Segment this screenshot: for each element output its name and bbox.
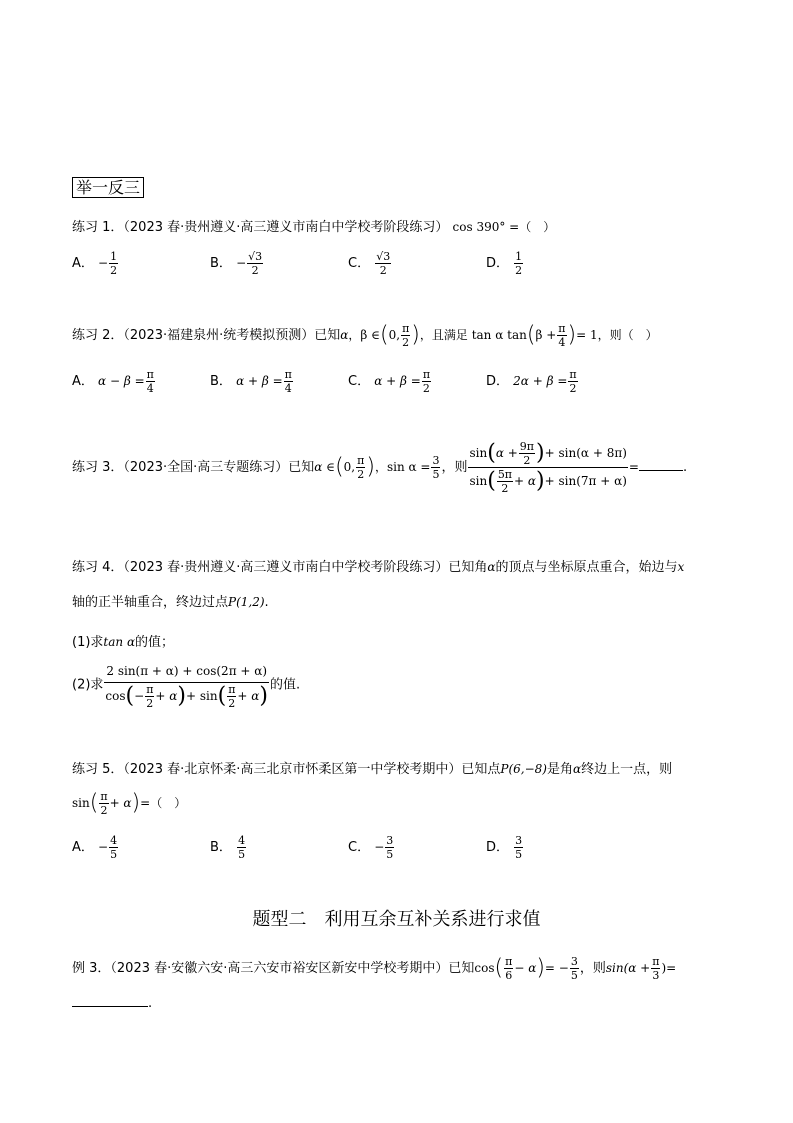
fraction-numerator: 3: [515, 834, 523, 847]
question-5-label: 练习 5．: [72, 762, 124, 777]
den-second-term: + sin(7π + α): [544, 474, 627, 488]
alpha-symbol: α: [340, 328, 349, 342]
fraction-numerator: π: [357, 454, 365, 467]
option-letter: A．: [72, 256, 94, 271]
fraction-denominator: 2: [100, 804, 108, 817]
option-fraction: [385, 834, 394, 861]
question-5-option-d[interactable]: [486, 834, 524, 861]
question-2-option-a[interactable]: [72, 368, 156, 395]
condition-text: ，且满足 tan α tan: [419, 328, 527, 342]
question-4-line2: [72, 593, 269, 612]
question-5-source: （2023 春·北京怀柔·高三北京市怀柔区第一中学校考期中）已知点: [123, 762, 501, 777]
question-5-option-b[interactable]: [210, 834, 247, 861]
point-p: P(1,2): [228, 595, 265, 609]
close-paren: ): [411, 322, 420, 348]
num-second-term: + sin(α + 8π): [544, 446, 627, 460]
fraction-numerator: 4: [110, 834, 118, 847]
pi-over-4: [557, 322, 566, 349]
section-2-title: 题型二 利用互余互补关系进行求值: [252, 909, 541, 930]
question-3-source: （2023·全国·高三专题练习）已知: [123, 460, 315, 475]
open-paren: (: [487, 468, 496, 494]
question-2-label: 练习 2．: [72, 328, 124, 343]
question-4-label: 练习 4．: [72, 560, 124, 575]
part2-fraction: [104, 660, 269, 710]
question-5-text1: 是角: [546, 762, 573, 777]
question-4-text1: 的顶点与坐标原点重合，始边与: [495, 560, 678, 575]
close-paren: ): [567, 322, 577, 348]
condition-inner: β +: [535, 328, 557, 342]
fraction-numerator: 9π: [519, 440, 535, 453]
point-p: P(6,−8): [500, 762, 547, 776]
pi-over-2: [356, 454, 365, 481]
fraction-denominator: 4: [284, 382, 292, 395]
open-paren: (: [125, 683, 135, 709]
ninepi-over-2: [519, 440, 535, 467]
then-text: ，则: [579, 961, 606, 976]
x-symbol: x: [677, 560, 685, 574]
fraction-numerator: 5π: [497, 468, 513, 481]
fraction-numerator: π: [100, 790, 108, 803]
close-paren: ): [536, 468, 545, 494]
three-fifths: [431, 454, 440, 481]
den-inner: + α: [237, 689, 260, 703]
fraction-numerator: 1: [515, 250, 523, 263]
fraction-denominator: 2: [422, 382, 430, 395]
pi-over-6: [504, 955, 513, 982]
fraction-numerator: π: [284, 368, 292, 381]
option-letter: B．: [210, 374, 232, 389]
close-paren: ): [536, 440, 545, 466]
close-paren-text: ): [661, 961, 667, 975]
close-paren: ): [366, 454, 375, 480]
option-fraction: [568, 368, 577, 395]
interval-left: 0,: [343, 460, 356, 474]
fraction-denominator: 2: [523, 454, 531, 467]
question-1-option-c[interactable]: [348, 250, 392, 277]
option-letter: D．: [486, 374, 510, 389]
question-1: [72, 218, 555, 237]
fraction-numerator: 3: [386, 834, 394, 847]
fraction-denominator: 2: [357, 468, 365, 481]
equals-minus: = −: [544, 961, 569, 975]
fraction-numerator: π: [146, 683, 154, 696]
fraction-denominator: 3: [652, 969, 660, 982]
question-3: [72, 440, 687, 495]
sin-alpha-eq: ，sin α =: [374, 460, 431, 474]
fraction-denominator: 6: [505, 969, 513, 982]
alpha-symbol: α: [572, 762, 582, 776]
question-4-part2: [72, 660, 300, 710]
fraction-numerator: 3: [570, 955, 578, 968]
question-5-line2: [72, 790, 186, 817]
fraction-numerator: 4: [238, 834, 246, 847]
big-fraction-numerator: [468, 440, 627, 468]
den-sin: sin: [469, 474, 488, 488]
question-1-option-b[interactable]: [210, 250, 264, 277]
num-inner: α +: [495, 446, 518, 460]
question-2-option-c[interactable]: [348, 368, 432, 395]
question-1-source: （2023 春·贵州遵义·高三遵义市南白中学校考阶段练习）: [123, 220, 449, 235]
fraction-denominator: 5: [238, 848, 246, 861]
open-paren: (: [89, 790, 99, 816]
option-sign: −: [236, 256, 247, 270]
option-lhs: α + β =: [236, 374, 283, 388]
inner-term: − α: [514, 961, 537, 975]
fraction-denominator: 2: [515, 264, 523, 277]
fraction-numerator: π: [228, 683, 236, 696]
question-1-option-a[interactable]: [72, 250, 119, 277]
example-3-source: （2023 春·安徽六安·高三六安市裕安区新安中学校考期中）已知: [110, 961, 475, 976]
option-fraction: [375, 250, 391, 277]
section-header: [72, 178, 144, 198]
fraction-denominator: 2: [402, 336, 410, 349]
fraction-numerator: π: [146, 368, 154, 381]
fraction-denominator: 5: [110, 848, 118, 861]
option-letter: A．: [72, 374, 94, 389]
option-fraction: [109, 834, 118, 861]
question-2-option-b[interactable]: [210, 368, 294, 395]
fraction-numerator: π: [422, 368, 431, 381]
question-4-source: （2023 春·贵州遵义·高三遵义市南白中学校考阶段练习）已知角: [123, 560, 488, 575]
question-4: [72, 558, 684, 577]
option-fraction: [247, 250, 263, 277]
option-letter: B．: [210, 840, 232, 855]
fraction-denominator: 2: [251, 264, 259, 277]
fraction-numerator: √3: [376, 250, 391, 263]
equals: =: [628, 460, 639, 474]
fraction-denominator: 4: [558, 336, 566, 349]
fraction-denominator: 5: [386, 848, 394, 861]
section-header-title: 举一反三: [72, 177, 144, 198]
question-5-option-a[interactable]: [72, 834, 119, 861]
pi-over-2: [145, 683, 154, 710]
pi-over-2: [401, 322, 410, 349]
fraction-numerator: π: [569, 368, 577, 381]
interval-left: 0,: [388, 328, 401, 342]
fraction-numerator: 3: [432, 454, 440, 467]
equals-paren: =（ ）: [140, 796, 187, 810]
option-fraction: [237, 834, 246, 861]
den-cos: cos: [105, 689, 126, 703]
fivepi-over-2: [497, 468, 513, 495]
question-4-text2: 轴的正半轴重合，终边过点: [72, 595, 229, 610]
tan-alpha: tan α: [103, 635, 136, 649]
fraction-denominator: 5: [570, 969, 578, 982]
question-1-expr: cos 390° =（ ）: [452, 220, 556, 234]
num-sin: sin: [469, 446, 488, 460]
option-lhs: α + β =: [374, 374, 421, 388]
fraction-numerator: 1: [110, 250, 118, 263]
beta-in: ，β ∈: [348, 328, 381, 342]
fraction-denominator: 2: [146, 697, 154, 710]
big-fraction-denominator: [468, 468, 627, 495]
pi-over-2: [227, 683, 236, 710]
option-sign: −: [98, 256, 109, 270]
close-paren: ): [177, 683, 186, 709]
open-paren: (: [487, 440, 496, 466]
fraction-denominator: 2: [379, 264, 387, 277]
close-paren: ): [259, 683, 268, 709]
sin-expr: sin(α +: [605, 961, 651, 975]
question-2-source: （2023·福建泉州·统考模拟预测）已知: [123, 328, 341, 343]
then-text: ，则: [441, 460, 468, 475]
three-fifths: [570, 955, 579, 982]
end-dot: .: [264, 595, 269, 610]
pi-over-3: [651, 955, 660, 982]
equals: =: [666, 961, 677, 975]
fraction-denominator: 5: [515, 848, 523, 861]
option-fraction: [514, 834, 523, 861]
condition-end: = 1，则（ ）: [576, 328, 658, 342]
option-fraction: [146, 368, 155, 395]
fraction-denominator: 2: [569, 382, 577, 395]
alpha-symbol: α: [487, 560, 496, 574]
fraction-denominator: 5: [432, 468, 440, 481]
fraction-numerator: π: [652, 955, 660, 968]
part1-end: 的值；: [135, 635, 175, 650]
option-sign: −: [98, 840, 109, 854]
pi-over-2: [99, 790, 108, 817]
big-fraction: [468, 440, 627, 495]
open-paren: (: [494, 955, 504, 981]
option-letter: D．: [486, 840, 510, 855]
option-letter: D．: [486, 256, 510, 271]
option-letter: C．: [348, 840, 371, 855]
question-1-label: 练习 1．: [72, 220, 124, 235]
inner-term: + α: [109, 796, 132, 810]
end-dot: .: [682, 460, 688, 475]
question-5: [72, 760, 672, 779]
part2-label: (2)求: [72, 677, 104, 693]
fraction-numerator: √3: [248, 250, 263, 263]
fraction-numerator: 2 sin(π + α) + cos(2π + α): [104, 660, 269, 683]
example-3: [72, 955, 676, 982]
question-1-option-d[interactable]: [486, 250, 524, 277]
close-paren: ): [536, 955, 545, 981]
option-letter: C．: [348, 374, 371, 389]
fraction-denominator: 4: [146, 382, 154, 395]
den-inner: + α: [155, 689, 178, 703]
answer-blank[interactable]: [639, 470, 683, 471]
part2-end: 的值.: [270, 677, 301, 693]
fraction-denominator: [104, 683, 269, 710]
option-letter: B．: [210, 256, 232, 271]
option-fraction: [422, 368, 431, 395]
example-3-label: 例 3．: [72, 961, 111, 976]
option-lhs: 2α + β =: [513, 374, 568, 388]
question-5-text2: 终边上一点，则: [581, 762, 673, 777]
option-letter: A．: [72, 840, 94, 855]
fraction-numerator: π: [402, 322, 410, 335]
open-paren: (: [335, 454, 344, 480]
open-paren: (: [380, 322, 389, 348]
open-paren: (: [217, 683, 227, 709]
question-5-option-c[interactable]: [348, 834, 395, 861]
option-lhs: α − β =: [98, 374, 145, 388]
option-fraction: [284, 368, 293, 395]
answer-blank[interactable]: [72, 1006, 148, 1007]
option-sign: −: [374, 840, 385, 854]
sin-func: sin: [72, 796, 90, 810]
example-3-answer-line: [72, 995, 152, 1013]
close-paren: ): [131, 790, 141, 816]
part1-label: (1)求: [72, 635, 104, 650]
fraction-numerator: π: [505, 955, 513, 968]
fraction-denominator: 2: [110, 264, 118, 277]
den-sin: + sin: [186, 689, 218, 703]
fraction-numerator: π: [558, 322, 566, 335]
alpha-in: α ∈: [314, 460, 336, 474]
question-2-option-d[interactable]: [486, 368, 579, 395]
question-3-label: 练习 3．: [72, 460, 124, 475]
minus-sign: −: [134, 689, 145, 703]
question-4-part1: [72, 633, 174, 652]
question-2: [72, 322, 658, 349]
option-fraction: [514, 250, 523, 277]
end-dot: .: [148, 996, 153, 1011]
den-inner: + α: [514, 474, 537, 488]
fraction-denominator: 2: [501, 482, 509, 495]
option-fraction: [109, 250, 118, 277]
cos-func: cos: [474, 961, 495, 975]
option-letter: C．: [348, 256, 371, 271]
fraction-denominator: 2: [228, 697, 236, 710]
open-paren: (: [526, 322, 536, 348]
